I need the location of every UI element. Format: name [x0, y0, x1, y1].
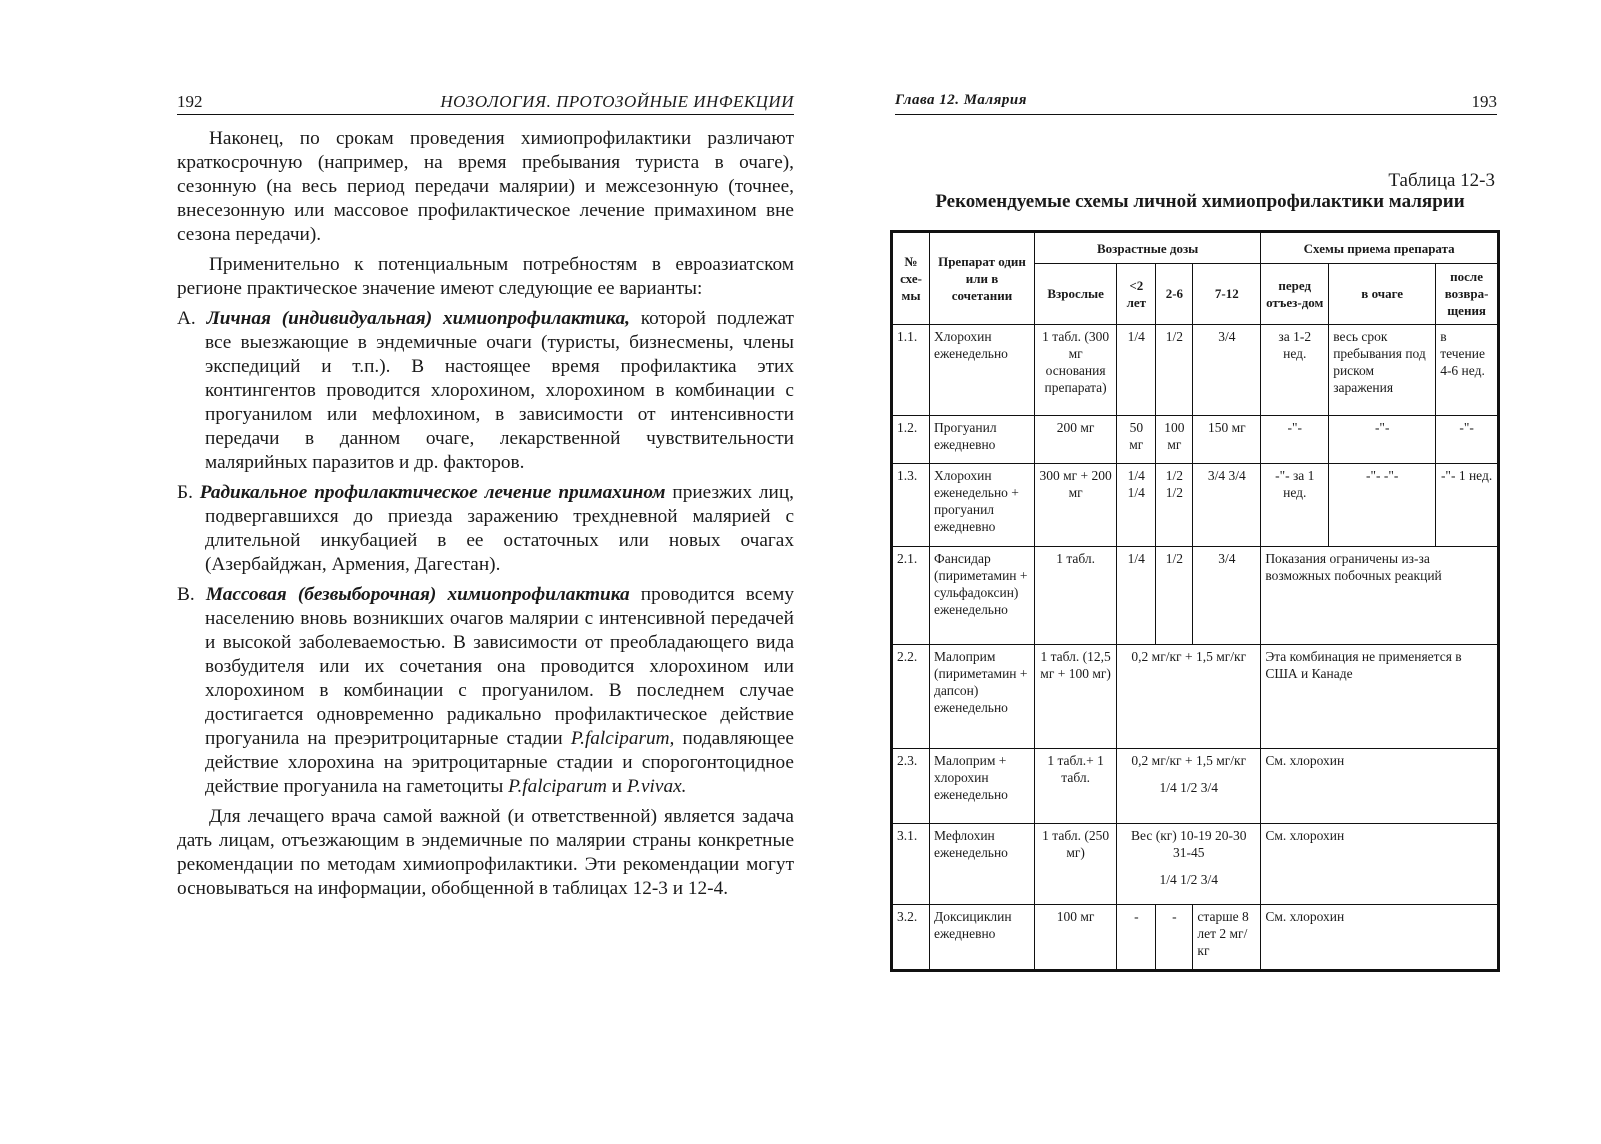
- cell-adult: 1 табл.+ 1 табл.: [1034, 749, 1116, 824]
- list-text: которой подлежат все выезжающие в эндемичные очаги (туристы, бизнесмены, члены экспедиций и т.п.). В настоящее время профилактика этих контингентов проводится хлорохином, хлорохином в комбинации с прогуанилом или мефлохином, в зависимости от интенсивности передачи в данном очаге, лекарственной чувствительности малярийных паразитов и др. факторов.: [205, 308, 794, 473]
- list-text: проводится всему населению вновь возникших очагов малярии с интенсивной передачей и высокой заболеваемостью. В зависимости от преобладающего вида возбудителя или их сочетания она проводится хлорохином или хлорохином в комбинации с прогуанилом. В последнем случае достигается одновременно радикально профилактическое действие прогуанила на преэритроцитарные стадии: [205, 584, 794, 749]
- cell-7-12: 3/4 3/4: [1193, 464, 1261, 547]
- header-schemes: Схемы приема препарата: [1261, 233, 1498, 264]
- cell-after: -"-: [1436, 416, 1498, 464]
- cell-drug: Малоприм + хлорохин еженедельно: [930, 749, 1035, 824]
- cell-num: 3.2.: [893, 905, 930, 970]
- child-fractions: 1/4 1/2 3/4: [1159, 872, 1219, 888]
- list-item-c: [177, 583, 794, 799]
- running-header: [895, 92, 1497, 115]
- child-fractions: 1/4 1/2 3/4: [1159, 780, 1219, 796]
- cell-note: См. хлорохин: [1261, 749, 1498, 824]
- right-page: [800, 0, 1601, 1144]
- cell-drug: Доксициклин ежедневно: [930, 905, 1035, 970]
- table-title: Рекомендуемые схемы личной химиопрофилактики малярии: [935, 191, 1465, 212]
- cell-num: 2.1.: [893, 547, 930, 645]
- header-in-focus: в очаге: [1329, 264, 1436, 324]
- cell-focus: -"-: [1329, 416, 1436, 464]
- cell-2-6: 1/2 1/2: [1156, 464, 1193, 547]
- cell-lt2: 1/4: [1117, 324, 1156, 416]
- left-page: [0, 0, 800, 1144]
- cell-child-dose: [1117, 749, 1261, 824]
- header-drug: Препарат один или в сочетании: [930, 233, 1035, 325]
- cell-drug: Хлорохин еженедельно: [930, 324, 1035, 416]
- cell-adult: 100 мг: [1034, 905, 1116, 970]
- cell-7-12: старше 8 лет 2 мг/кг: [1193, 905, 1261, 970]
- cell-after: -"- 1 нед.: [1436, 464, 1498, 547]
- table-row: [893, 905, 1498, 970]
- cell-note: Показания ограничены из-за возможных побочных реакций: [1261, 547, 1498, 645]
- running-header: [177, 92, 794, 115]
- child-dose-text: Вес (кг) 10-19 20-30 31-45: [1131, 828, 1247, 861]
- cell-2-6: 1/2: [1156, 547, 1193, 645]
- list-text: подавляющее действие хлорохина на эритроцитарные стадии и спорогонтоцидное действие прогуанила на гаметоциты: [205, 728, 794, 797]
- term: Радикальное профилактическое лечение примахином: [199, 482, 666, 503]
- running-head-title: Глава 12. Малярия: [895, 92, 1027, 108]
- cell-drug: Прогуанил ежедневно: [930, 416, 1035, 464]
- cell-7-12: 3/4: [1193, 547, 1261, 645]
- cell-lt2: -: [1117, 905, 1156, 970]
- list-text: и: [611, 776, 623, 797]
- table-frame: [890, 230, 1500, 972]
- cell-num: 2.2.: [893, 645, 930, 749]
- body-text: [177, 127, 794, 907]
- cell-drug: Фансидар (пириметамин + сульфадоксин) еженедельно: [930, 547, 1035, 645]
- species-name: P.vivax.: [626, 776, 687, 797]
- table-number: Таблица 12-3: [1388, 170, 1495, 191]
- table-row: [893, 645, 1498, 749]
- cell-before: -"- за 1 нед.: [1261, 464, 1329, 547]
- header-7-12: 7-12: [1193, 264, 1261, 324]
- cell-num: 1.3.: [893, 464, 930, 547]
- cell-lt2: 1/4: [1117, 547, 1156, 645]
- cell-before: за 1-2 нед.: [1261, 324, 1329, 416]
- cell-2-6: -: [1156, 905, 1193, 970]
- table-row: [893, 749, 1498, 824]
- cell-child-dose: 0,2 мг/кг + 1,5 мг/кг: [1117, 645, 1261, 749]
- child-dose-text: 0,2 мг/кг + 1,5 мг/кг: [1131, 753, 1247, 769]
- cell-adult: 1 табл. (300 мг основания препарата): [1034, 324, 1116, 416]
- cell-num: 3.1.: [893, 824, 930, 905]
- cell-lt2: 50 мг: [1117, 416, 1156, 464]
- list-item-b: [177, 481, 794, 577]
- cell-adult: 300 мг + 200 мг: [1034, 464, 1116, 547]
- paragraph: Применительно к потенциальным потребностям в евроазиатском регионе практическое значение имеют следующие ее варианты:: [177, 254, 794, 299]
- header-age-doses: Возрастные дозы: [1034, 233, 1260, 264]
- list-item-a: [177, 307, 794, 475]
- paragraph: Для лечащего врача самой важной (и ответственной) является задача дать лицам, отъезжающим в эндемичные по малярии страны конкретные рекомендации по методам химиопрофилактики. Эти рекомендации могут основываться на информации, обобщенной в таблицах 12-3 и 12-4.: [177, 806, 794, 899]
- term: Личная (индивидуальная) химиопрофилактика,: [206, 308, 630, 329]
- cell-adult: 1 табл. (250 мг): [1034, 824, 1116, 905]
- list-letter: В.: [177, 584, 195, 605]
- species-name: P.falciparum,: [570, 728, 675, 749]
- species-name: P.falciparum: [508, 776, 607, 797]
- running-head-title: НОЗОЛОГИЯ. ПРОТОЗОЙНЫЕ ИНФЕКЦИИ: [440, 92, 794, 111]
- term: Массовая (безвыборочная) химиопрофилактика: [205, 584, 630, 605]
- table-row: [893, 324, 1498, 416]
- cell-focus: весь срок пребывания под риском заражения: [1329, 324, 1436, 416]
- list-letter: А.: [177, 308, 196, 329]
- header-num: № схе-мы: [893, 233, 930, 325]
- cell-7-12: 150 мг: [1193, 416, 1261, 464]
- header-2-6: 2-6: [1156, 264, 1193, 324]
- cell-adult: 1 табл.: [1034, 547, 1116, 645]
- table-row: [893, 547, 1498, 645]
- header-adults: Взрослые: [1034, 264, 1116, 324]
- schemes-table: [892, 232, 1498, 970]
- header-lt2: <2 лет: [1117, 264, 1156, 324]
- cell-lt2: 1/4 1/4: [1117, 464, 1156, 547]
- cell-2-6: 1/2: [1156, 324, 1193, 416]
- header-before: перед отъез-дом: [1261, 264, 1329, 324]
- list-text: приезжих лиц, подвергавшихся до приезда заражению трехдневной малярией с длительной инкубацией в ее остаточных или новых очагах (Азербайджан, Армения, Дагестан).: [205, 482, 794, 575]
- cell-drug: Малоприм (пириметамин + дапсон) еженедельно: [930, 645, 1035, 749]
- cell-note: См. хлорохин: [1261, 824, 1498, 905]
- cell-note: Эта комбинация не применяется в США и Канаде: [1261, 645, 1498, 749]
- table-row: [893, 464, 1498, 547]
- cell-child-dose: [1117, 824, 1261, 905]
- cell-before: -"-: [1261, 416, 1329, 464]
- cell-after: в течение 4-6 нед.: [1436, 324, 1498, 416]
- list-letter: Б.: [177, 482, 193, 503]
- cell-2-6: 100 мг: [1156, 416, 1193, 464]
- header-after: после возвра-щения: [1436, 264, 1498, 324]
- table-row: [893, 416, 1498, 464]
- cell-num: 1.2.: [893, 416, 930, 464]
- page-number: 193: [1471, 92, 1497, 111]
- cell-note: См. хлорохин: [1261, 905, 1498, 970]
- cell-num: 2.3.: [893, 749, 930, 824]
- cell-adult: 1 табл. (12,5 мг + 100 мг): [1034, 645, 1116, 749]
- paragraph: Наконец, по срокам проведения химиопрофилактики различают краткосрочную (например, на время пребывания туриста в очаге), сезонную (на весь период передачи малярии) и межсезонную (точнее, внесезонную или массовое профилактическое лечение примахином вне сезона передачи).: [177, 128, 794, 245]
- cell-7-12: 3/4: [1193, 324, 1261, 416]
- cell-num: 1.1.: [893, 324, 930, 416]
- page-number: 192: [177, 92, 203, 111]
- table-row: [893, 824, 1498, 905]
- cell-focus: -"- -"-: [1329, 464, 1436, 547]
- cell-adult: 200 мг: [1034, 416, 1116, 464]
- cell-drug: Хлорохин еженедельно + прогуанил ежедневно: [930, 464, 1035, 547]
- cell-drug: Мефлохин еженедельно: [930, 824, 1035, 905]
